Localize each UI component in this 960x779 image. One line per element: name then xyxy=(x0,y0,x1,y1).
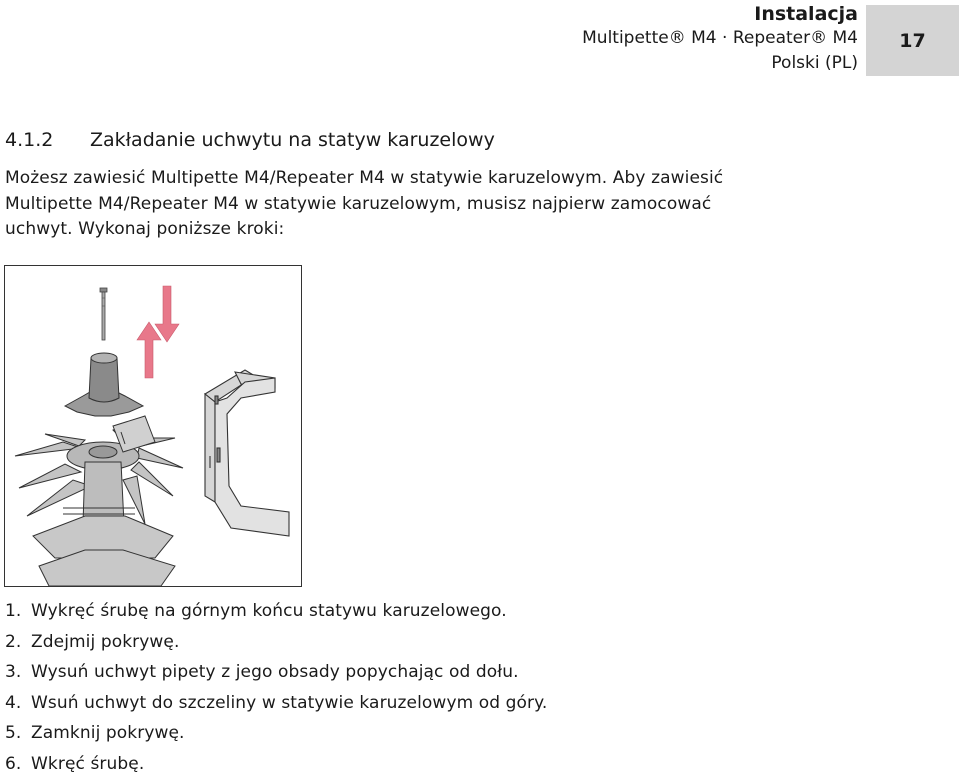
section-title: Zakładanie uchwytu na statyw karuzelowy xyxy=(90,129,495,151)
list-item xyxy=(5,657,547,688)
list-item xyxy=(5,718,547,749)
carousel-stand-drawing xyxy=(5,266,301,586)
page-number: 17 xyxy=(866,5,959,76)
step-number: 4. xyxy=(5,688,31,719)
step-text: Zamknij pokrywę. xyxy=(31,723,185,743)
section-number: 4.1.2 xyxy=(5,127,90,153)
screw-icon xyxy=(100,288,107,340)
list-item xyxy=(5,627,547,658)
intro-line: Możesz zawiesić Multipette M4/Repeater M4 w statywie karuzelowym. Aby zawiesić xyxy=(5,166,865,192)
step-text: Wykręć śrubę na górnym końcu statywu karuzelowego. xyxy=(31,601,507,621)
header-language: Polski (PL) xyxy=(582,51,858,76)
step-number: 2. xyxy=(5,627,31,658)
step-number: 3. xyxy=(5,657,31,688)
steps-list xyxy=(5,596,547,779)
step-text: Zdejmij pokrywę. xyxy=(31,632,179,652)
list-item xyxy=(5,596,547,627)
list-item xyxy=(5,688,547,719)
running-header xyxy=(582,2,858,76)
intro-line: Multipette M4/Repeater M4 w statywie karuzelowym, musisz najpierw zamocować xyxy=(5,192,865,218)
intro-line: uchwyt. Wykonaj poniższe kroki: xyxy=(5,217,865,243)
intro-paragraph xyxy=(5,166,865,243)
step-number: 1. xyxy=(5,596,31,627)
step-text: Wkręć śrubę. xyxy=(31,754,144,774)
list-item xyxy=(5,749,547,779)
step-text: Wsuń uchwyt do szczeliny w statywie karuzelowym od góry. xyxy=(31,693,547,713)
up-down-arrows-icon xyxy=(137,286,179,378)
header-chapter-title: Instalacja xyxy=(582,2,858,26)
step-number: 5. xyxy=(5,718,31,749)
step-number: 6. xyxy=(5,749,31,779)
section-heading xyxy=(5,127,495,153)
pipette-holder-bracket xyxy=(205,370,289,536)
header-product: Multipette® M4 · Repeater® M4 xyxy=(582,26,858,51)
cover-cap xyxy=(65,353,143,416)
step-text: Wysuń uchwyt pipety z jego obsady popychając od dołu. xyxy=(31,662,519,682)
installation-illustration xyxy=(4,265,302,587)
